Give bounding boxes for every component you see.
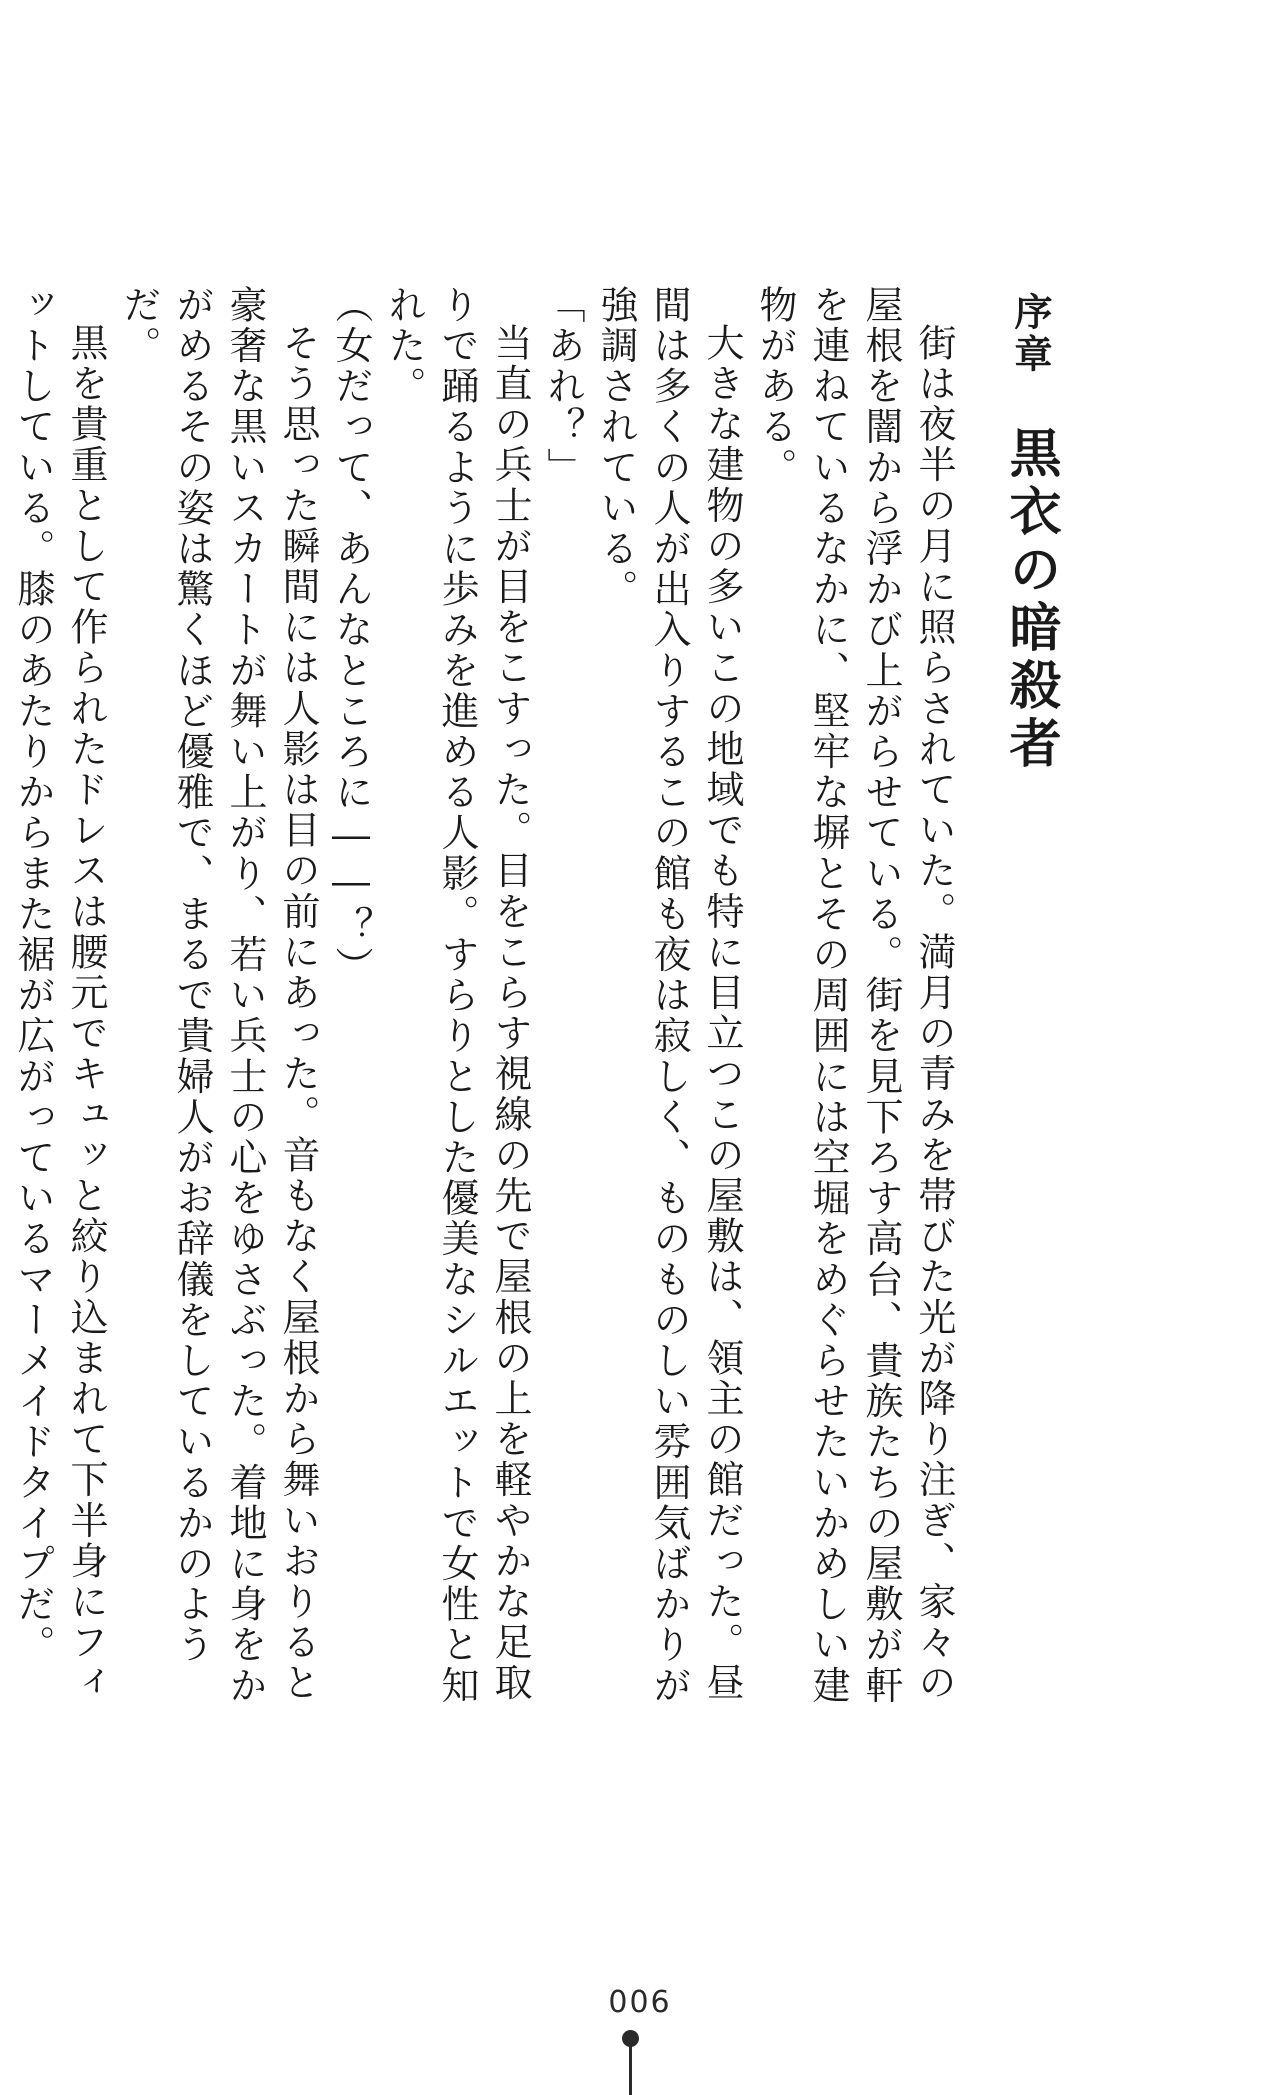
chapter-number: 序章 (1008, 292, 1052, 376)
paragraph-2: 大きな建物の多いこの地域でも特に目立つこの屋敷は、領主の館だった。昼間は多くの人が出入りするこの館も夜は寂しく、ものものしい雰囲気ばかりが強調されている。 (594, 285, 744, 1706)
paragraph-5: 黒を貴重として作られたドレスは腰元でキュッと絞り込まれて下半身にフィットしている。膝のあたりからまた裾が広がっているマーメイドタイプだ。 (11, 285, 108, 1704)
page-marker-dot (622, 2030, 639, 2047)
chapter-heading (1000, 292, 1060, 774)
paragraph-3: 当直の兵士が目をこすった。目をこらす視線の先で屋根の上を軽やかな足取りで踊るように歩みを進める人影。すらりとした優美なシルエットで女性と知れた。 (382, 285, 532, 1706)
dialogue-line: 「あれ？」 (541, 285, 585, 488)
chapter-title: 黒衣の暗殺者 (1000, 426, 1060, 774)
paragraph-1: 街は夜半の月に照らされていた。満月の青みを帯びた光が降り注ぎ、家々の屋根を闇から浮かび上がらせている。街を見下ろす高台、貴族たちの屋敷が軒を連ねているなかに、堅牢な塀とその周囲には空堀をめぐらせたいかめしい建物がある。 (753, 285, 956, 1706)
body-text (6, 285, 960, 1725)
paragraph-4: そう思った瞬間には人影は目の前にあった。音もなく屋根から舞いおりると豪奢な黒いスカートが舞い上がり、若い兵士の心をゆさぶった。着地に身をかがめるその姿は驚くほど優雅で、まるで貴婦人がお辞儀をしているかのようだ。 (117, 285, 320, 1706)
page-number: 006 (608, 1985, 672, 2020)
page-marker-line (629, 2046, 632, 2095)
inner-thought-line: （女だって、あんなところに――？） (329, 285, 373, 988)
